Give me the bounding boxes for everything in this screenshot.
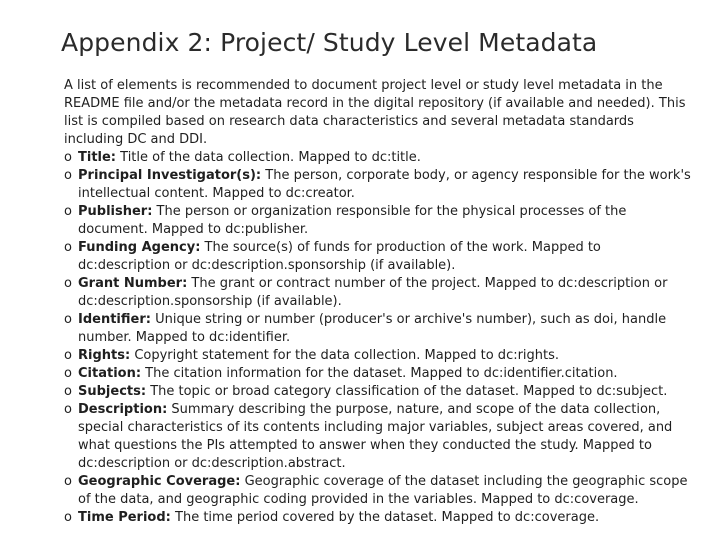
bullet-icon: o bbox=[64, 204, 72, 219]
item-term: Publisher: bbox=[78, 204, 153, 219]
item-term: Funding Agency: bbox=[78, 240, 201, 255]
list-item bbox=[64, 473, 694, 509]
item-term: Principal Investigator(s): bbox=[78, 168, 262, 183]
slide-body bbox=[64, 77, 694, 527]
list-item bbox=[64, 401, 694, 473]
item-text: The time period covered by the dataset. Mapped to dc:coverage. bbox=[170, 510, 600, 525]
bullet-icon: o bbox=[64, 240, 72, 255]
item-text: The person, corporate body, or agency responsible for the work's intellectual content. Mapped to dc:creator. bbox=[78, 168, 691, 201]
list-item bbox=[64, 347, 694, 365]
item-term: Citation: bbox=[78, 366, 142, 381]
item-term: Description: bbox=[78, 402, 168, 417]
list-item bbox=[64, 509, 694, 527]
item-text: Summary describing the purpose, nature, and scope of the data collection, special characteristics of its contents including major variables, subject areas covered, and what questions the PIs attempted to answer when they conducted the study. Mapped to dc:description or dc:description.abstract. bbox=[78, 402, 673, 471]
list-item bbox=[64, 383, 694, 401]
item-term: Time Period: bbox=[78, 510, 171, 525]
bullet-icon: o bbox=[64, 384, 72, 399]
item-term: Subjects: bbox=[78, 384, 147, 399]
item-text: The citation information for the dataset. Mapped to dc:identifier.citation. bbox=[141, 366, 618, 381]
bullet-icon: o bbox=[64, 276, 72, 291]
item-term: Grant Number: bbox=[78, 276, 188, 291]
list-item bbox=[64, 149, 694, 167]
item-text: The grant or contract number of the project. Mapped to dc:description or dc:description.sponsorship (if available). bbox=[78, 276, 668, 309]
list-item bbox=[64, 311, 694, 347]
bullet-icon: o bbox=[64, 402, 72, 417]
item-text: The source(s) of funds for production of the work. Mapped to dc:description or dc:description.sponsorship (if available). bbox=[78, 240, 601, 273]
item-text: The topic or broad category classification of the dataset. Mapped to dc:subject. bbox=[146, 384, 668, 399]
item-text: Title of the data collection. Mapped to dc:title. bbox=[116, 150, 421, 165]
item-term: Title: bbox=[78, 150, 117, 165]
item-text: Copyright statement for the data collection. Mapped to dc:rights. bbox=[130, 348, 560, 363]
bullet-icon: o bbox=[64, 366, 72, 381]
bullet-icon: o bbox=[64, 474, 72, 489]
list-item bbox=[64, 275, 694, 311]
item-term: Geographic Coverage: bbox=[78, 474, 241, 489]
bullet-icon: o bbox=[64, 312, 72, 327]
intro-paragraph: A list of elements is recommended to document project level or study level metadata in the README file and/or the metadata record in the digital repository (if available and needed). This list is compiled based on research data characteristics and several metadata standards including DC and DDI. bbox=[64, 78, 686, 147]
item-text: Unique string or number (producer's or archive's number), such as doi, handle number. Mapped to dc:identifier. bbox=[78, 312, 667, 345]
item-term: Rights: bbox=[78, 348, 131, 363]
page-title: Appendix 2: Project/ Study Level Metadata bbox=[61, 28, 598, 57]
item-text: Geographic coverage of the dataset including the geographic scope of the data, and geographic coding provided in the variables. Mapped to dc:coverage. bbox=[78, 474, 688, 507]
list-item bbox=[64, 203, 694, 239]
bullet-icon: o bbox=[64, 168, 72, 183]
list-item bbox=[64, 239, 694, 275]
item-text: The person or organization responsible for the physical processes of the document. Mapped to dc:publisher. bbox=[78, 204, 627, 237]
bullet-icon: o bbox=[64, 510, 72, 525]
item-term: Identifier: bbox=[78, 312, 151, 327]
metadata-element-list bbox=[64, 149, 694, 527]
bullet-icon: o bbox=[64, 348, 72, 363]
bullet-icon: o bbox=[64, 150, 72, 165]
list-item bbox=[64, 167, 694, 203]
list-item bbox=[64, 365, 694, 383]
